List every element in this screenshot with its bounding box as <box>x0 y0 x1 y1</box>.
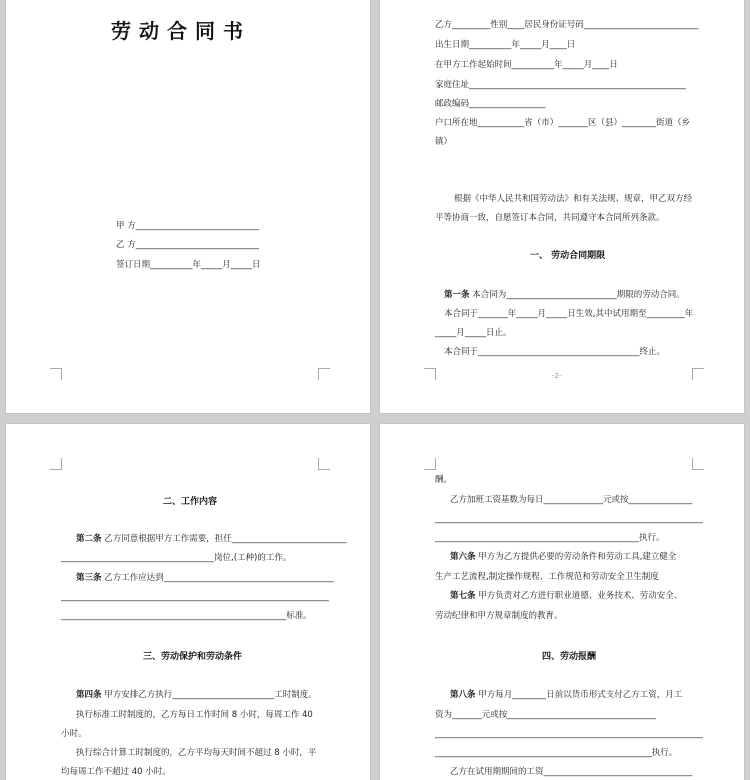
text-line: 资为_______元或按___________________________________ <box>435 710 657 720</box>
article-text: 甲方安排乙方执行________________________工时制度。 <box>101 690 317 700</box>
margin-mark <box>318 368 330 380</box>
article-label: 第六条 <box>450 552 476 562</box>
section-heading: 一、 劳动合同期限 <box>530 251 606 261</box>
text-line: _______________________________________________________________ <box>435 514 703 524</box>
article-label: 第三条 <box>76 573 102 583</box>
article-text: 甲方负责对乙方进行职业道德、业务技术、劳动安全、 <box>475 591 683 601</box>
text-line: _____月_____日止。 <box>435 328 512 338</box>
margin-mark <box>424 368 436 380</box>
text-line: _____________________________________________________标准。 <box>61 611 312 621</box>
article-4 <box>76 690 317 701</box>
page-number: -2- <box>552 372 562 380</box>
text-line: 户口所在地___________省（市）_______区（县）________街道（乡 <box>435 118 691 128</box>
text-line: 均每周工作不超过 40 小时。 <box>61 767 171 777</box>
text-line: 家庭住址___________________________________________________ <box>435 80 686 90</box>
article-text: 甲方为乙方提供必要的劳动条件和劳动工具,建立健全 <box>475 552 677 562</box>
text-line: 小时。 <box>61 729 87 739</box>
article-label: 第八条 <box>450 690 476 700</box>
text-line: 执行综合计算工时制度的，乙方平均每天时间不超过 8 小时，平 <box>76 748 317 758</box>
text-line: 劳动纪律和甲方规章制度的教育。 <box>435 611 563 621</box>
text-line: 本合同于_______年_____月_____日生效,其中试用期至_________年 <box>444 309 694 319</box>
sign-date-line: 签订日期__________年_____月_____日 <box>116 260 261 270</box>
article-text: 本合同为__________________________期限的劳动合同。 <box>469 290 685 300</box>
article-6 <box>450 552 676 563</box>
page-4[interactable] <box>380 424 744 780</box>
margin-mark <box>50 368 62 380</box>
text-line: 酬。 <box>435 475 453 485</box>
text-line: _______________________________________________________________ <box>61 592 329 602</box>
text-line: ________________________________________________执行。 <box>435 533 665 543</box>
text-line: 镇） <box>435 137 453 147</box>
text-line: 生产工艺流程,制定操作规程、工作规范和劳动安全卫生制度 <box>435 572 659 582</box>
article-text: 甲方每月________日前以货币形式支付乙方工资，月工 <box>475 690 683 700</box>
intro-line: 平等协商一致，自愿签订本合同，共同遵守本合同所列条款。 <box>435 213 665 223</box>
text-line: 乙方加班工资基数为每日______________元或按_______________ <box>450 495 693 505</box>
margin-mark <box>50 458 62 470</box>
article-label: 第四条 <box>76 690 102 700</box>
article-label: 第二条 <box>76 534 102 544</box>
margin-mark <box>692 368 704 380</box>
text-line: 出生日期__________年_____月____日 <box>435 40 576 50</box>
article-3 <box>76 573 334 584</box>
article-text: 乙方工作应达到________________________________________ <box>101 573 334 583</box>
text-line: 乙方在试用期期间的工资___________________________________ <box>450 767 693 777</box>
article-label: 第一条 <box>444 290 470 300</box>
section-heading: 四、劳动报酬 <box>542 652 597 662</box>
section-heading: 二、工作内容 <box>163 497 218 507</box>
text-line: ___________________________________________________执行。 <box>435 748 678 758</box>
page-2[interactable] <box>380 0 744 413</box>
margin-mark <box>318 458 330 470</box>
document-title: 劳动合同书 <box>111 19 251 43</box>
margin-mark <box>692 458 704 470</box>
section-heading: 三、劳动保护和劳动条件 <box>143 652 243 662</box>
margin-mark <box>424 458 436 470</box>
article-2 <box>76 534 346 545</box>
article-label: 第七条 <box>450 591 476 601</box>
party-a-line: 甲 方_____________________________ <box>116 221 259 231</box>
page-3[interactable] <box>6 424 370 780</box>
intro-line: 根据《中华人民共和国劳动法》和有关法规、规章，甲乙双方经 <box>454 194 693 204</box>
article-8 <box>450 690 682 701</box>
text-line: _______________________________________________________________ <box>435 729 703 739</box>
party-b-line: 乙 方_____________________________ <box>116 240 259 250</box>
text-line: 邮政编码__________________ <box>435 99 546 109</box>
article-text: 乙方同意根据甲方工作需要，担任___________________________ <box>101 534 347 544</box>
text-line: 在甲方工作起始时间__________年_____月____日 <box>435 60 618 70</box>
article-7 <box>450 591 682 602</box>
text-line: ____________________________________岗位,(工种)的工作。 <box>61 553 292 563</box>
article-1 <box>444 290 685 301</box>
page-1[interactable] <box>6 0 370 413</box>
text-line: 执行标准工时制度的，乙方每日工作时间 8 小时，每周工作 40 <box>76 710 313 720</box>
text-line: 本合同于______________________________________终止。 <box>444 347 666 357</box>
text-line: 乙方_________性别____居民身份证号码___________________________ <box>435 20 699 30</box>
